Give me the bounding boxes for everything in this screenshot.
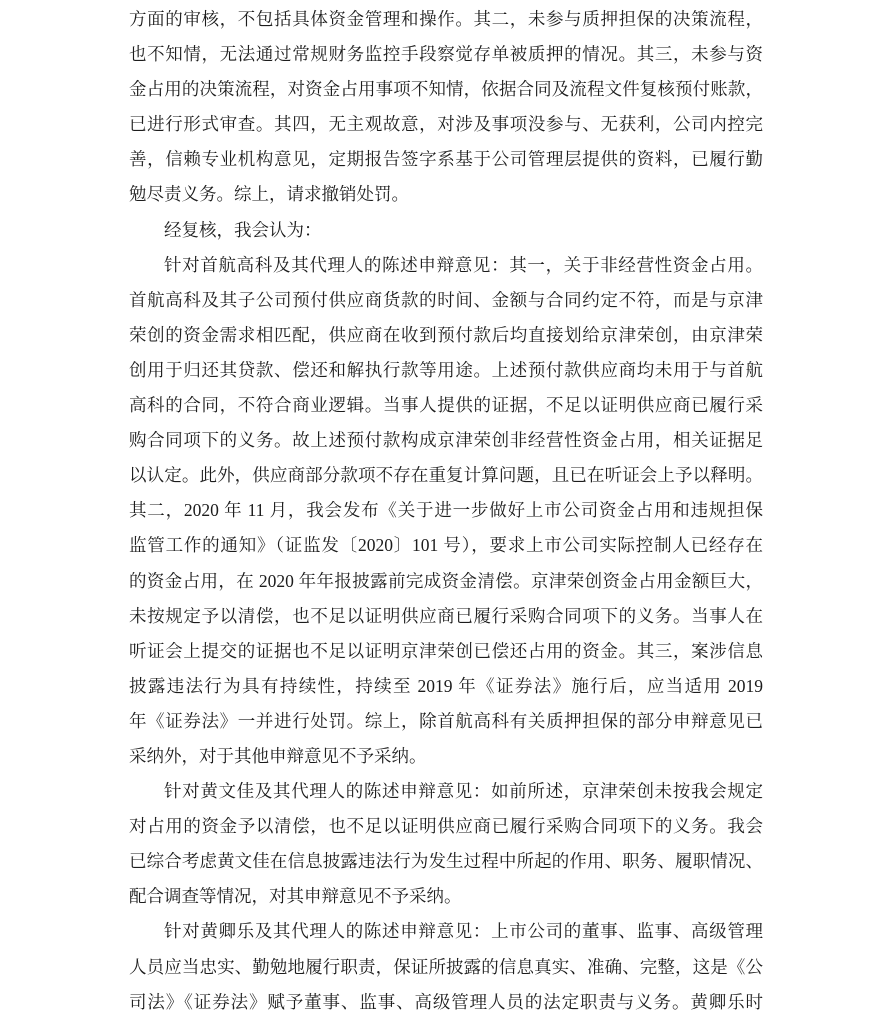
- text-line: 方面的审核，不包括具体资金管理和操作。其二，未参与质押担保的决策流程，: [129, 9, 763, 29]
- text-line: 年《证券法》一并进行处罚。综上，除首航高科有关质押担保的部分申辩意见已: [129, 710, 763, 731]
- text-line: 披露违法行为具有持续性，持续至 2019 年《证券法》施行后，应当适用 2019: [129, 675, 763, 696]
- text-line: 对占用的资金予以清偿，也不足以证明供应商已履行采购合同项下的义务。我会: [129, 816, 763, 837]
- paragraph-review-intro: [129, 213, 763, 248]
- text-line: 听证会上提交的证据也不足以证明京津荣创已偿还占用的资金。其三，案涉信息: [129, 640, 763, 661]
- text-line: 已综合考虑黄文佳在信息披露违法行为发生过程中所起的作用、职务、履职情况、: [129, 851, 763, 872]
- paragraph-huang-qingle-reply: [129, 914, 763, 1019]
- text-line: 购合同项下的义务。故上述预付款构成京津荣创非经营性资金占用，相关证据足: [129, 430, 763, 451]
- paragraph-continuation: [129, 2, 763, 213]
- paragraph-huang-wenjia-reply: [129, 774, 763, 914]
- text-line: 经复核，我会认为：: [164, 219, 322, 240]
- text-line: 高科的合同，不符合商业逻辑。当事人提供的证据，不足以证明供应商已履行采: [129, 395, 763, 416]
- text-line: 勉尽责义务。综上，请求撤销处罚。: [129, 184, 409, 205]
- text-line: 善，信赖专业机构意见，定期报告签字系基于公司管理层提供的资料，已履行勤: [129, 149, 763, 170]
- text-line: 的资金占用，在 2020 年年报披露前完成资金清偿。京津荣创资金占用金额巨大，: [129, 570, 763, 591]
- text-line: 针对首航高科及其代理人的陈述申辩意见：其一，关于非经营性资金占用。: [164, 254, 763, 275]
- text-line: 荣创的资金需求相匹配，供应商在收到预付款后均直接划给京津荣创，由京津荣: [129, 324, 763, 345]
- text-line: 针对黄卿乐及其代理人的陈述申辩意见：上市公司的董事、监事、高级管理: [164, 921, 763, 942]
- text-line: 采纳外，对于其他申辩意见不予采纳。: [129, 745, 427, 766]
- text-line: 其二，2020 年 11 月，我会发布《关于进一步做好上市公司资金占用和违规担保: [129, 500, 763, 521]
- text-line: 以认定。此外，供应商部分款项不存在重复计算问题，且已在听证会上予以释明。: [129, 465, 763, 486]
- text-line: 未按规定予以清偿，也不足以证明供应商已履行采购合同项下的义务。当事人在: [129, 605, 763, 626]
- text-line: 已进行形式审查。其四，无主观故意，对涉及事项没参与、无获利，公司内控完: [129, 114, 763, 135]
- text-line: 人员应当忠实、勤勉地履行职责，保证所披露的信息真实、准确、完整，这是《公: [129, 956, 763, 977]
- text-line: 金占用的决策流程，对资金占用事项不知情，依据合同及流程文件复核预付账款，: [129, 79, 763, 100]
- paragraph-shouhang-gaoke-reply: [129, 248, 763, 774]
- text-line: 针对黄文佳及其代理人的陈述申辩意见：如前所述，京津荣创未按我会规定: [164, 781, 763, 802]
- text-line: 监管工作的通知》（证监发〔2020〕101 号），要求上市公司实际控制人已经存在: [129, 535, 763, 556]
- text-line: 创用于归还其贷款、偿还和解执行款等用途。上述预付款供应商均未用于与首航: [129, 359, 763, 380]
- text-line: 首航高科及其子公司预付供应商货款的时间、金额与合同约定不符，而是与京津: [129, 289, 763, 310]
- document-text-block: [129, 2, 763, 1020]
- text-line: 司法》《证券法》赋予董事、监事、高级管理人员的法定职责与义务。黄卿乐时: [129, 991, 763, 1012]
- text-line: 配合调查等情况，对其申辩意见不予采纳。: [129, 886, 462, 907]
- text-line: 也不知情，无法通过常规财务监控手段察觉存单被质押的情况。其三，未参与资: [129, 44, 763, 65]
